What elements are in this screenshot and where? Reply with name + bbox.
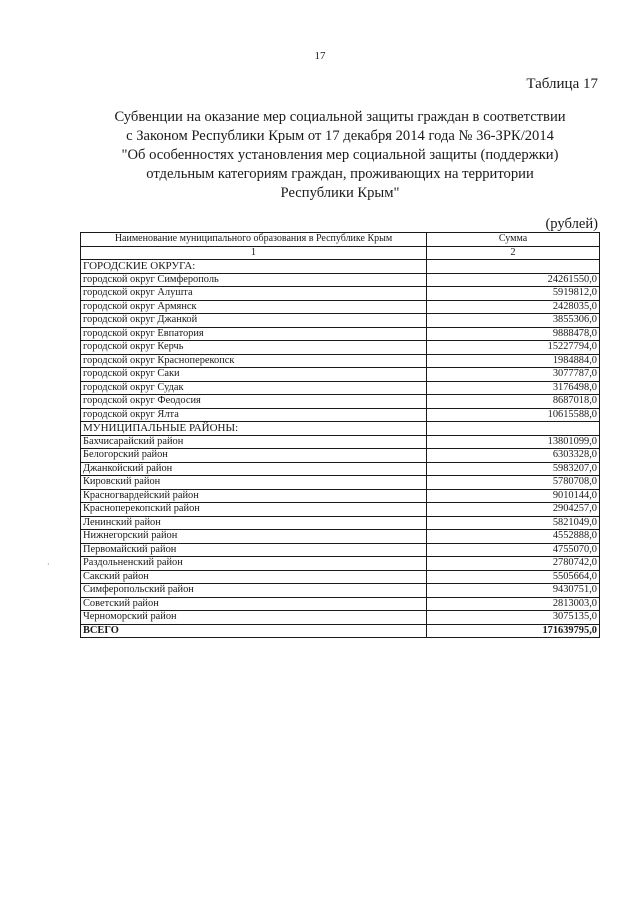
row-name: Джанкойский район bbox=[81, 462, 427, 476]
row-sum: 10615588,0 bbox=[427, 408, 600, 422]
row-name: городской округ Евпатория bbox=[81, 327, 427, 341]
table-row bbox=[81, 516, 600, 530]
column-number-1: 1 bbox=[81, 246, 427, 260]
row-name: городской округ Красноперекопск bbox=[81, 354, 427, 368]
row-sum: 4755070,0 bbox=[427, 543, 600, 557]
column-number-row bbox=[81, 246, 600, 260]
subvention-table bbox=[80, 232, 600, 638]
row-sum: 3075135,0 bbox=[427, 611, 600, 625]
row-name: городской округ Керчь bbox=[81, 341, 427, 355]
table-row bbox=[81, 584, 600, 598]
section-row-urban bbox=[81, 260, 600, 274]
table-row bbox=[81, 435, 600, 449]
row-name: Белогорский район bbox=[81, 449, 427, 463]
row-name: городской округ Джанкой bbox=[81, 314, 427, 328]
row-sum: 13801099,0 bbox=[427, 435, 600, 449]
total-row bbox=[81, 624, 600, 638]
row-sum: 9010144,0 bbox=[427, 489, 600, 503]
row-sum: 5919812,0 bbox=[427, 287, 600, 301]
row-sum: 1984884,0 bbox=[427, 354, 600, 368]
row-sum: 3176498,0 bbox=[427, 381, 600, 395]
row-name: Нижнегорский район bbox=[81, 530, 427, 544]
row-sum: 2780742,0 bbox=[427, 557, 600, 571]
row-sum: 8687018,0 bbox=[427, 395, 600, 409]
table-row bbox=[81, 611, 600, 625]
row-sum: 6303328,0 bbox=[427, 449, 600, 463]
table-row bbox=[81, 314, 600, 328]
table-row bbox=[81, 570, 600, 584]
table-row bbox=[81, 395, 600, 409]
row-name: Ленинский район bbox=[81, 516, 427, 530]
table-row bbox=[81, 503, 600, 517]
title-line: Субвенции на оказание мер социальной защиты граждан в соответствии bbox=[114, 109, 566, 125]
row-name: городской округ Феодосия bbox=[81, 395, 427, 409]
empty-cell bbox=[427, 260, 600, 274]
row-name: Красноперекопский район bbox=[81, 503, 427, 517]
row-sum: 4552888,0 bbox=[427, 530, 600, 544]
table-row bbox=[81, 462, 600, 476]
header-name: Наименование муниципального образования в Республике Крым bbox=[81, 233, 427, 247]
table-row bbox=[81, 354, 600, 368]
row-sum: 5505664,0 bbox=[427, 570, 600, 584]
row-name: ВСЕГО bbox=[81, 624, 427, 638]
table-header-row bbox=[81, 233, 600, 247]
row-sum: 5780708,0 bbox=[427, 476, 600, 490]
row-sum: 171639795,0 bbox=[427, 624, 600, 638]
title-line: с Законом Республики Крым от 17 декабря 2014 года № 36-ЗРК/2014 bbox=[126, 128, 554, 144]
row-sum: 3855306,0 bbox=[427, 314, 600, 328]
row-sum: 5983207,0 bbox=[427, 462, 600, 476]
table-row bbox=[81, 327, 600, 341]
table-row bbox=[81, 341, 600, 355]
table-row bbox=[81, 381, 600, 395]
table-row bbox=[81, 543, 600, 557]
header-sum: Сумма bbox=[427, 233, 600, 247]
row-name: Советский район bbox=[81, 597, 427, 611]
row-sum: 5821049,0 bbox=[427, 516, 600, 530]
table-row bbox=[81, 530, 600, 544]
row-name: Черноморский район bbox=[81, 611, 427, 625]
row-name: МУНИЦИПАЛЬНЫЕ РАЙОНЫ: bbox=[81, 422, 427, 436]
row-name: городской округ Ялта bbox=[81, 408, 427, 422]
empty-cell bbox=[427, 422, 600, 436]
row-name: городской округ Алушта bbox=[81, 287, 427, 301]
table-row bbox=[81, 476, 600, 490]
row-sum: 2813003,0 bbox=[427, 597, 600, 611]
table-body bbox=[81, 260, 600, 638]
row-name: городской округ Судак bbox=[81, 381, 427, 395]
column-number-2: 2 bbox=[427, 246, 600, 260]
row-sum: 15227794,0 bbox=[427, 341, 600, 355]
table-row bbox=[81, 368, 600, 382]
row-name: городской округ Армянск bbox=[81, 300, 427, 314]
row-sum: 9430751,0 bbox=[427, 584, 600, 598]
row-name: Кировский район bbox=[81, 476, 427, 490]
table-label: Таблица 17 bbox=[526, 76, 598, 92]
row-sum: 3077787,0 bbox=[427, 368, 600, 382]
section-label: ГОРОДСКИЕ ОКРУГА: bbox=[81, 260, 427, 274]
table-row bbox=[81, 408, 600, 422]
row-name: Красногвардейский район bbox=[81, 489, 427, 503]
row-name: Бахчисарайский район bbox=[81, 435, 427, 449]
row-name: городской округ Саки bbox=[81, 368, 427, 382]
stray-mark: · bbox=[47, 560, 50, 569]
title-line: отдельным категориям граждан, проживающих на территории bbox=[146, 166, 534, 182]
table-row bbox=[81, 273, 600, 287]
row-sum: 9888478,0 bbox=[427, 327, 600, 341]
row-name: Симферопольский район bbox=[81, 584, 427, 598]
table-row bbox=[81, 300, 600, 314]
page-number: 17 bbox=[314, 50, 326, 62]
section-row-districts bbox=[81, 422, 600, 436]
document-title bbox=[80, 108, 600, 203]
table-row bbox=[81, 449, 600, 463]
table-row bbox=[81, 557, 600, 571]
row-name: Сакский район bbox=[81, 570, 427, 584]
row-sum: 2904257,0 bbox=[427, 503, 600, 517]
title-line: "Об особенностях установления мер социальной защиты (поддержки) bbox=[121, 147, 559, 163]
table-row bbox=[81, 489, 600, 503]
table-row bbox=[81, 597, 600, 611]
row-sum: 2428035,0 bbox=[427, 300, 600, 314]
title-line: Республики Крым" bbox=[280, 185, 400, 201]
units-label: (рублей) bbox=[545, 216, 598, 232]
row-sum: 24261550,0 bbox=[427, 273, 600, 287]
row-name: Первомайский район bbox=[81, 543, 427, 557]
row-name: городской округ Симферополь bbox=[81, 273, 427, 287]
table-row bbox=[81, 287, 600, 301]
row-name: Раздольненский район bbox=[81, 557, 427, 571]
